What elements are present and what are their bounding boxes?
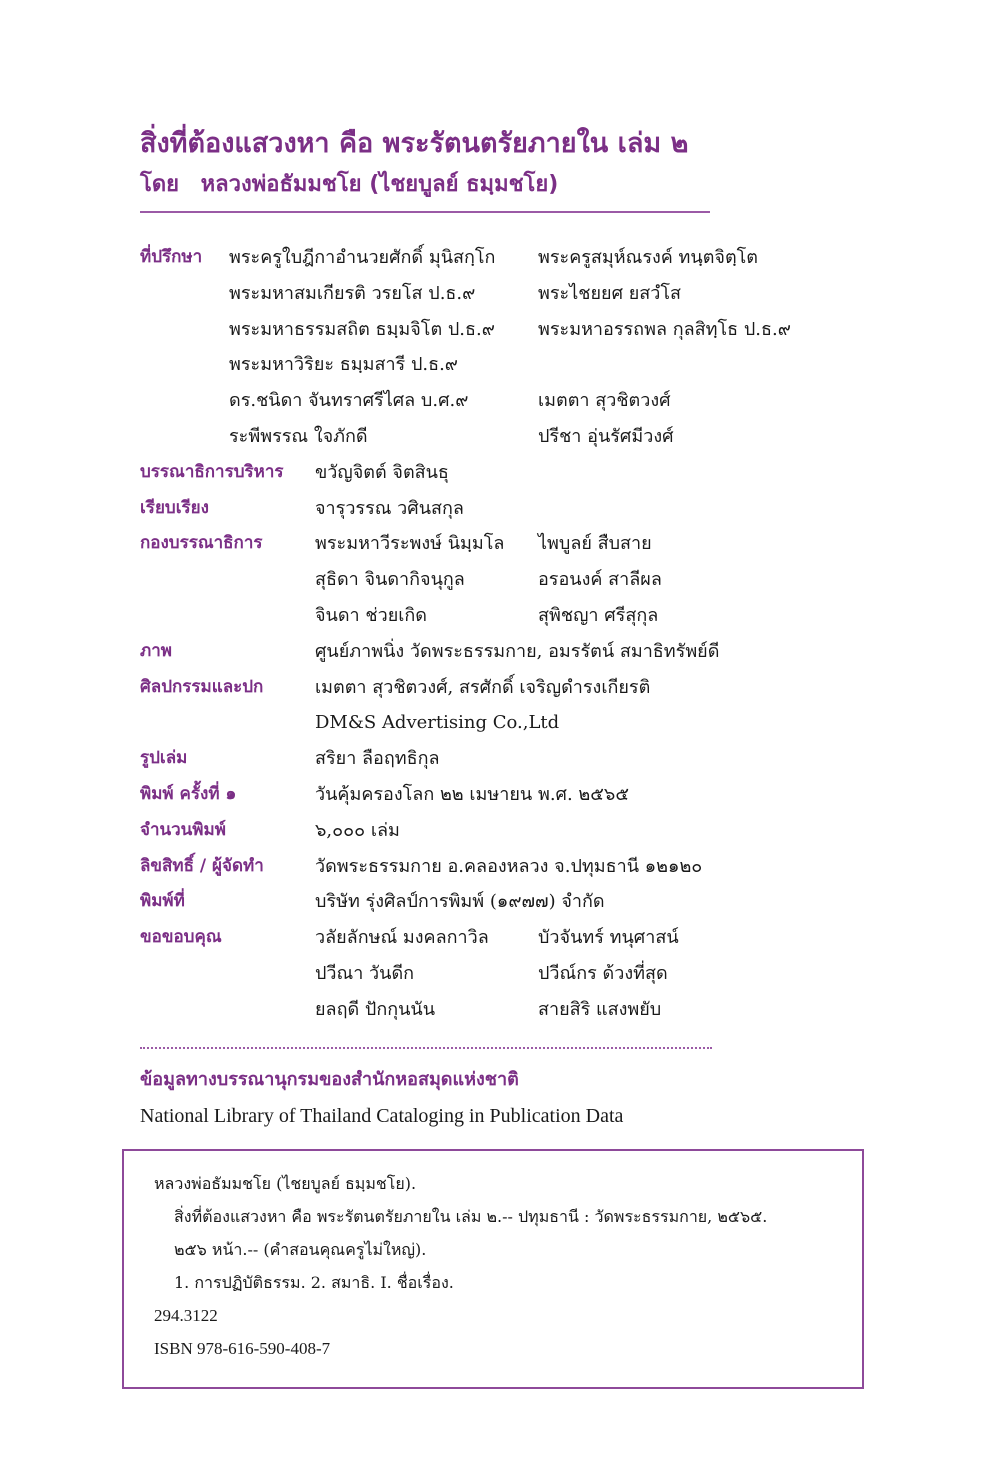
credit-label-copyright: ลิขสิทธิ์ / ผู้จัดทำ (140, 855, 264, 876)
credit-name: พระครูใบฎีกาอำนวยศักดิ์ มุนิสกฺโก (229, 247, 496, 268)
credit-name: สุธิดา จินดากิจนุกูล (315, 569, 465, 591)
credit-name: ปวีณา วันดีก (315, 962, 415, 984)
credit-row (140, 240, 860, 276)
by-label: โดย (140, 172, 179, 197)
credit-row (140, 884, 860, 920)
credit-label-first-printing: พิมพ์ ครั้งที่ ๑ (140, 783, 237, 804)
credit-label-print-run: จำนวนพิมพ์ (140, 819, 226, 840)
credit-label-photos: ภาพ (140, 640, 172, 661)
credit-name: สุพิชญา ศรีสุกุล (538, 604, 659, 626)
credit-row (140, 920, 860, 956)
credit-row (140, 419, 860, 455)
credit-name: DM&S Advertising Co.,Ltd (315, 712, 560, 734)
credit-row (140, 992, 860, 1028)
cip-subjects: 1. การปฏิบัติธรรม. 2. สมาธิ. I. ชื่อเรื่อง. (174, 1273, 454, 1292)
credit-name: บัวจันทร์ ทนุศาสน์ (538, 927, 679, 949)
credit-label-layout: รูปเล่ม (140, 748, 188, 769)
credit-value: ๖,๐๐๐ เล่ม (315, 819, 400, 841)
credit-name: เมตตา สุวชิตวงศ์ (538, 390, 671, 412)
credit-name: พระไชยยศ ยสวํโส (538, 282, 682, 304)
credit-row (140, 276, 860, 312)
credit-row (140, 813, 860, 849)
credit-name: จารุวรรณ วศินสกุล (315, 497, 464, 519)
credit-name: ปวีณ์กร ด้วงที่สุด (538, 962, 668, 984)
byline (140, 168, 558, 202)
credit-label-executive-editor: บรรณาธิการบริหาร (140, 461, 284, 482)
credit-row (140, 383, 860, 419)
credit-name: อรอนงค์ สาลีผล (538, 569, 662, 591)
credit-row (140, 634, 860, 670)
credit-name: พระมหาวิริยะ ธมฺมสารี ป.ธ.๙ (229, 354, 458, 376)
author-name: หลวงพ่อธัมมชโย (ไชยบูลย์ ธมฺมชโย) (200, 172, 559, 197)
dotted-divider (140, 1047, 712, 1049)
credit-row (140, 312, 860, 348)
credit-row (140, 562, 860, 598)
credit-value: บริษัท รุ่งศิลป์การพิมพ์ (๑๙๗๗) จำกัด (315, 891, 605, 913)
credit-name: พระมหาอรรถพล กุลสิทฺโธ ป.ธ.๙ (538, 318, 791, 340)
credit-name: ไพบูลย์ สืบสาย (538, 533, 652, 555)
credit-value: วัดพระธรรมกาย อ.คลองหลวง จ.ปทุมธานี ๑๒๑๒๐ (315, 855, 703, 877)
credit-row (140, 491, 860, 527)
credit-row (140, 849, 860, 885)
cip-pages: ๒๕๖ หน้า.-- (คำสอนคุณครูไม่ใหญ่). (174, 1240, 427, 1259)
credit-label-compiler: เรียบเรียง (140, 497, 209, 518)
cip-isbn: ISBN 978-616-590-408-7 (154, 1339, 331, 1358)
credit-row (140, 670, 860, 706)
credit-row (140, 455, 860, 491)
credit-name: วลัยลักษณ์ มงคลกาวิล (315, 927, 489, 949)
credits-block (140, 240, 860, 1028)
credit-name: พระมหาวีระพงษ์ นิมฺมโล (315, 533, 505, 555)
cip-heading-english: National Library of Thailand Cataloging in Publication Data (140, 1105, 624, 1127)
credit-label-advisors: ที่ปรึกษา (140, 247, 203, 267)
title-divider (140, 211, 710, 213)
credit-label-art-cover: ศิลปกรรมและปก (140, 676, 264, 697)
credit-row (140, 705, 860, 741)
credit-label-thanks: ขอขอบคุณ (140, 927, 222, 948)
credit-name: ยลฤดี ปักกุนนัน (315, 998, 436, 1020)
credit-name: ระพีพรรณ ใจภักดี (229, 425, 368, 447)
credit-name: สริยา ลือฤทธิกุล (315, 748, 440, 770)
credit-row (140, 956, 860, 992)
credit-name: ดร.ชนิดา จันทราศรีไศล บ.ศ.๙ (229, 390, 469, 412)
credit-row (140, 598, 860, 634)
credit-name: สายสิริ แสงพยับ (538, 998, 662, 1020)
cip-author: หลวงพ่อธัมมชโย (ไชยบูลย์ ธมฺมชโย). (154, 1174, 417, 1193)
credit-row (140, 526, 860, 562)
credit-label-editorial-board: กองบรรณาธิการ (140, 533, 263, 554)
credit-label-printer: พิมพ์ที่ (140, 891, 185, 912)
credit-row (140, 741, 860, 777)
credit-name: พระครูสมุห์ณรงค์ ทนฺตจิตฺโต (538, 247, 758, 268)
credit-name: จินดา ช่วยเกิด (315, 604, 427, 626)
cip-heading-thai: ข้อมูลทางบรรณานุกรมของสำนักหอสมุดแห่งชาติ (140, 1069, 519, 1090)
credit-name: ศูนย์ภาพนิ่ง วัดพระธรรมกาย, อมรรัตน์ สมาธิทรัพย์ดี (315, 640, 720, 662)
credit-name: พระมหาธรรมสถิต ธมฺมจิโต ป.ธ.๙ (229, 318, 495, 340)
credit-name: ขวัญจิตต์ จิตสินธุ (315, 461, 449, 483)
cip-classification: 294.3122 (154, 1306, 218, 1325)
cip-title: สิ่งที่ต้องแสวงหา คือ พระรัตนตรัยภายใน เล่ม ๒.-- ปทุมธานี : วัดพระธรรมกาย, ๒๕๖๕. (174, 1207, 768, 1226)
cip-record-box (122, 1149, 864, 1389)
book-title: สิ่งที่ต้องแสวงหา คือ พระรัตนตรัยภายใน เล่ม ๒ (140, 128, 689, 159)
credit-row (140, 347, 860, 383)
credit-row (140, 777, 860, 813)
credit-name: เมตตา สุวชิตวงศ์, สรศักดิ์ เจริญดำรงเกียรติ (315, 676, 651, 698)
credit-value: วันคุ้มครองโลก ๒๒ เมษายน พ.ศ. ๒๕๖๕ (315, 783, 629, 805)
credit-name: พระมหาสมเกียรติ วรยโส ป.ธ.๙ (229, 282, 476, 304)
credit-name: ปรีชา อุ่นรัศมีวงศ์ (538, 425, 674, 447)
